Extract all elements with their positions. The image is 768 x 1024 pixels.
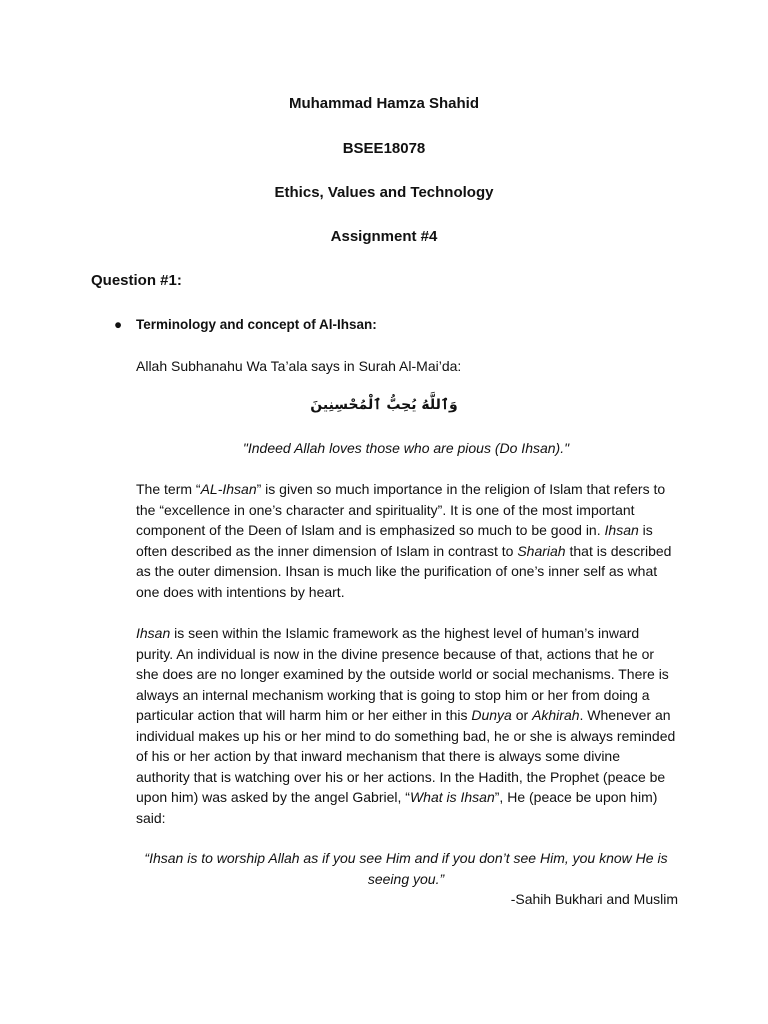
hadith-source: -Sahih Bukhari and Muslim (510, 891, 678, 907)
text-run: ” is given so much importance in the religion of Islam that refers to the “excellence in one’s character and spirituality”. It is one of the most important component of the Deen of Islam and is emphasized so much to be good in. (136, 481, 666, 538)
text-run: that is described as the outer dimension. Ihsan is much like the purification of one’s inner self as what one does with intentions by heart. (136, 542, 672, 600)
text-run: or (511, 707, 533, 723)
arabic-verse: وَٱللَّهُ يُحِبُّ ٱلْمُحْسِنِينَ (310, 397, 458, 413)
text-run-italic: AL-Ihsan (200, 481, 257, 497)
text-run: . Whenever an individual makes up his or her mind to do something bad, he or she is always reminded of his or her action by that inward mechanism that there is always some divine authority that is watching over his or her actions. In the Hadith, the Prophet (peace be upon him) was asked by the angel Gabriel, “ (136, 707, 676, 805)
bullet-title: Terminology and concept of Al-Ihsan: (136, 317, 377, 332)
text-run-italic: Akhirah (532, 707, 580, 723)
text-run-italic: What is Ihsan (409, 789, 495, 805)
question-heading: Question #1: (91, 272, 182, 289)
author-name: Muhammad Hamza Shahid (288, 95, 480, 112)
text-run: ”, He (peace be upon him) said: (136, 789, 658, 826)
bullet-icon: ● (114, 317, 123, 332)
assignment-title: Assignment #4 (330, 228, 438, 245)
text-run: The term “ (136, 481, 201, 497)
intro-line: Allah Subhanahu Wa Ta’ala says in Surah Al-Mai’da: (136, 358, 462, 374)
text-run: is seen within the Islamic framework as the highest level of human’s inward purity. An individual is now in the divine presence because of that, actions that he or she does are no longer examined by the outside world or social mechanisms. There is always an internal mechanism working that is going to stop him or her from doing a particular action that will harm him or her either in this (136, 625, 669, 723)
roll-number: BSEE18078 (342, 140, 426, 157)
course-title: Ethics, Values and Technology (274, 184, 494, 201)
paragraph-ihsan-purity (136, 623, 676, 828)
text-run-italic: Dunya (471, 707, 512, 723)
bullet-item (114, 315, 377, 335)
text-run: is often described as the inner dimension of Islam in contrast to (136, 522, 653, 559)
hadith-quote: “Ihsan is to worship Allah as if you see Him and if you don’t see Him, you know He is seeing you.” (144, 850, 668, 887)
text-run-italic: Ihsan (136, 625, 171, 641)
text-run-italic: Shariah (517, 542, 566, 559)
verse-translation: "Indeed Allah loves those who are pious (Do Ihsan)." (242, 440, 570, 456)
paragraph-al-ihsan (136, 479, 676, 602)
text-run-italic: Ihsan (604, 522, 639, 538)
